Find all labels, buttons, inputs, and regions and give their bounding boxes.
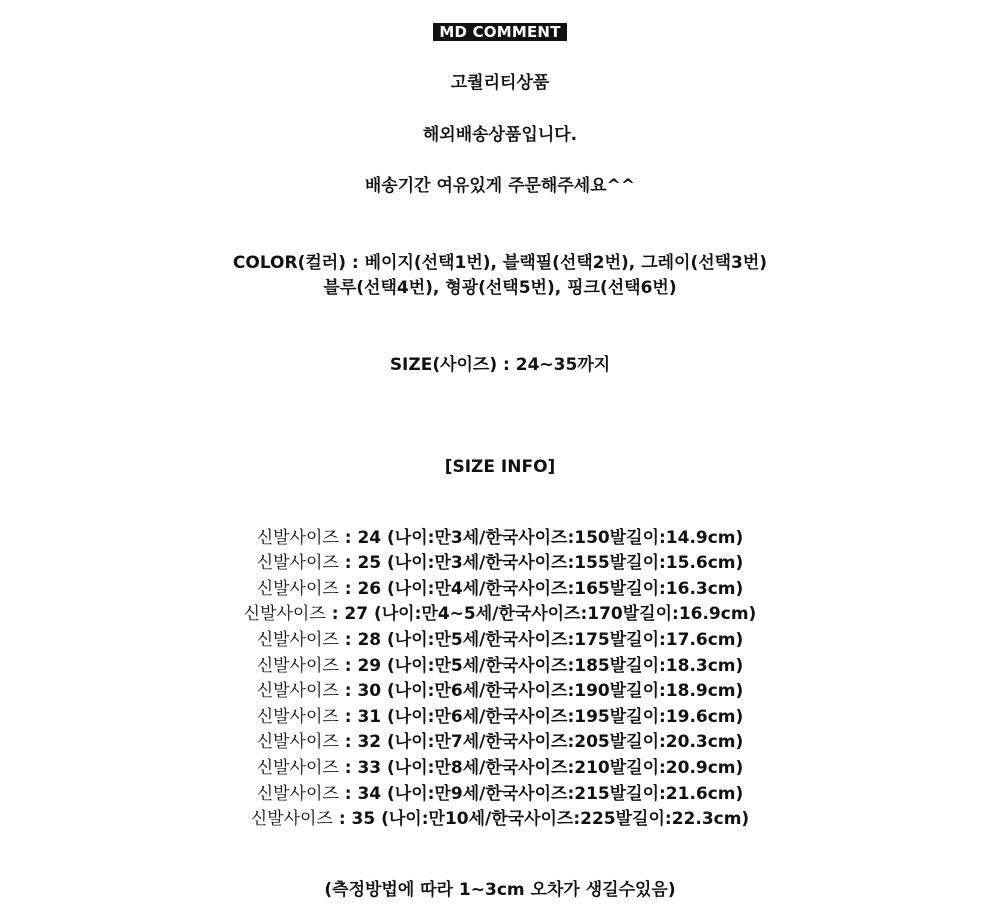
size-row bbox=[0, 578, 1000, 600]
size-row-value: : 33 (나이:만8세/한국사이즈:210발길이:20.9cm) bbox=[338, 758, 744, 778]
size-row-label: 신발사이즈 bbox=[256, 732, 339, 752]
size-row-value: : 28 (나이:만5세/한국사이즈:175발길이:17.6cm) bbox=[338, 630, 744, 650]
size-row bbox=[0, 680, 1000, 702]
size-row bbox=[0, 731, 1000, 753]
md-comment-header bbox=[0, 21, 1000, 43]
size-row-value: : 26 (나이:만4세/한국사이즈:165발길이:16.3cm) bbox=[338, 579, 744, 599]
size-row-value: : 29 (나이:만5세/한국사이즈:185발길이:18.3cm) bbox=[338, 656, 744, 676]
size-row-label: 신발사이즈 bbox=[256, 656, 339, 676]
size-row bbox=[0, 629, 1000, 651]
size-row-label: 신발사이즈 bbox=[256, 528, 339, 548]
size-row-value: : 30 (나이:만6세/한국사이즈:190발길이:18.9cm) bbox=[338, 681, 744, 701]
intro-line-shipping: 배송기간 여유있게 주문해주세요^^ bbox=[364, 176, 636, 196]
size-row bbox=[0, 783, 1000, 805]
size-row-label: 신발사이즈 bbox=[243, 604, 326, 624]
size-info-title: [SIZE INFO] bbox=[444, 457, 556, 477]
size-row bbox=[0, 757, 1000, 779]
size-row bbox=[0, 655, 1000, 677]
size-row-label: 신발사이즈 bbox=[250, 809, 333, 829]
size-row-value: : 31 (나이:만6세/한국사이즈:195발길이:19.6cm) bbox=[338, 707, 744, 727]
intro-line-quality: 고퀄리티상품 bbox=[450, 73, 550, 93]
intro-line-overseas: 해외배송상품입니다. bbox=[422, 125, 578, 145]
size-row-value: : 35 (나이:만10세/한국사이즈:225발길이:22.3cm) bbox=[332, 809, 750, 829]
color-options-line-2: 블루(선택4번), 형광(선택5번), 핑크(선택6번) bbox=[323, 278, 677, 298]
size-row-value: : 25 (나이:만3세/한국사이즈:155발길이:15.6cm) bbox=[338, 553, 744, 573]
size-row-label: 신발사이즈 bbox=[256, 579, 339, 599]
size-row bbox=[0, 808, 1000, 830]
size-row bbox=[0, 552, 1000, 574]
size-row-label: 신발사이즈 bbox=[256, 630, 339, 650]
size-row-label: 신발사이즈 bbox=[256, 553, 339, 573]
size-row bbox=[0, 527, 1000, 549]
size-row-value: : 34 (나이:만9세/한국사이즈:215발길이:21.6cm) bbox=[338, 784, 744, 804]
color-options-line-1: COLOR(컬러) : 베이지(선택1번), 블랙필(선택2번), 그레이(선택3번) bbox=[232, 253, 768, 273]
size-row-label: 신발사이즈 bbox=[256, 707, 339, 727]
md-comment-badge: MD COMMENT bbox=[433, 23, 566, 41]
size-row-value: : 24 (나이:만3세/한국사이즈:150발길이:14.9cm) bbox=[338, 528, 744, 548]
size-row-value: : 27 (나이:만4~5세/한국사이즈:170발길이:16.9cm) bbox=[325, 604, 757, 624]
size-row-label: 신발사이즈 bbox=[256, 758, 339, 778]
measurement-note: (측정방법에 따라 1~3cm 오차가 생길수있음) bbox=[324, 880, 676, 900]
size-range-line: SIZE(사이즈) : 24~35까지 bbox=[389, 355, 611, 375]
size-row bbox=[0, 706, 1000, 728]
size-row bbox=[0, 603, 1000, 625]
size-row-label: 신발사이즈 bbox=[256, 681, 339, 701]
size-row-label: 신발사이즈 bbox=[256, 784, 339, 804]
size-row-value: : 32 (나이:만7세/한국사이즈:205발길이:20.3cm) bbox=[338, 732, 744, 752]
